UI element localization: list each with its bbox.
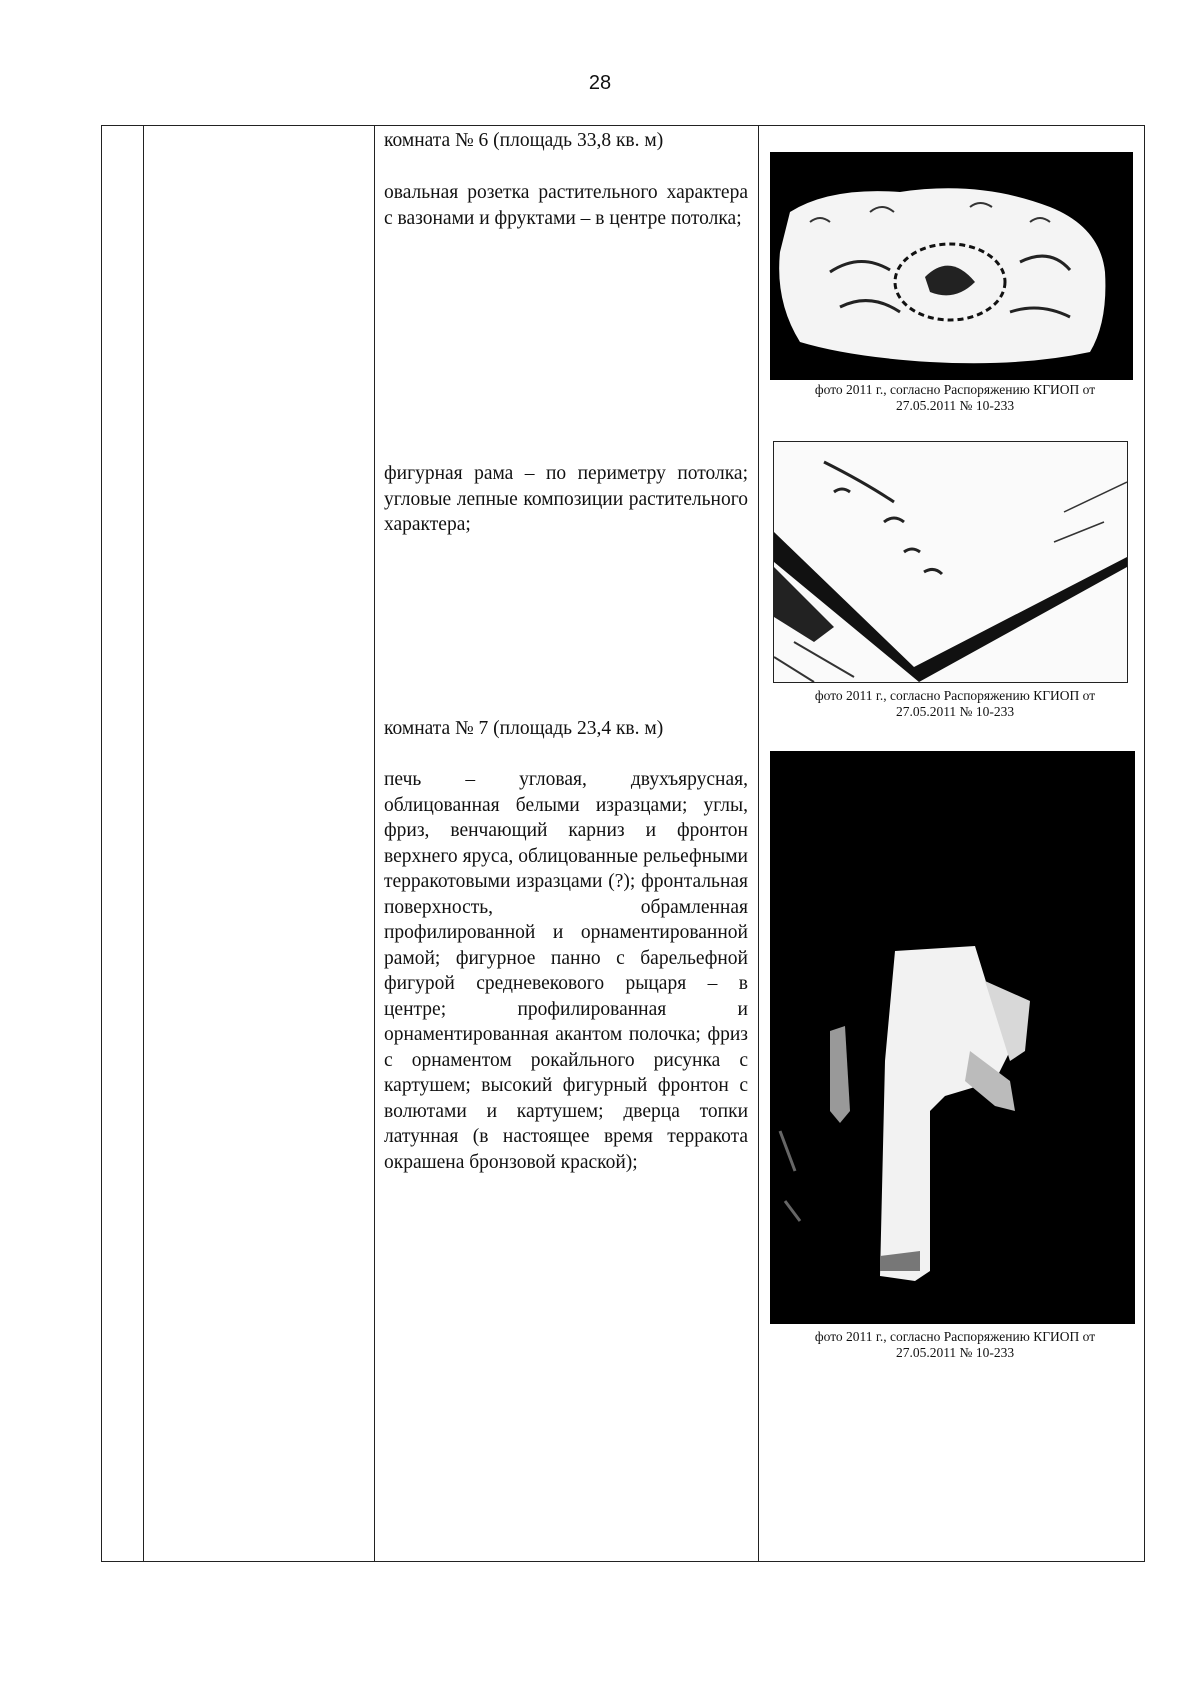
column-divider-2 bbox=[374, 126, 375, 1561]
caption-line-1: фото 2011 г., согласно Распоряжению КГИОП от bbox=[814, 688, 1096, 703]
element-description-stove: печь – угловая, двухъярусная, облицованная белыми изразцами; углы, фриз, венчающий карниз и фронтон верхнего яруса, облицованные рельефными терракотовыми изразцами (?); фронтальная поверхность, обрамленная профилированной и орнаментированной рамой; фигурное панно с барельефной фигурой средневекового рыцаря – в центре; профилированная и орнаментированная акантом полочка; фриз с орнаментом рокайльного рисунка с картушем; высокий фигурный фронтон с волютами и картушем; дверца топки латунная (в настоящее время терракота окрашена бронзовой краской); bbox=[384, 769, 748, 1173]
room-7-heading: комната № 7 (площадь 23,4 кв. м) bbox=[384, 718, 664, 739]
caption-line-1: фото 2011 г., согласно Распоряжению КГИОП от bbox=[814, 1329, 1096, 1344]
caption-line-2: 27.05.2011 № 10-233 bbox=[895, 1345, 1015, 1360]
column-divider-3 bbox=[758, 126, 759, 1561]
photo-ceiling-rosette bbox=[770, 152, 1133, 380]
element-description-frame: фигурная рама – по периметру потолка; угловые лепные композиции растительного характера; bbox=[384, 463, 748, 535]
photo-caption-3 bbox=[760, 1329, 1150, 1361]
caption-line-1: фото 2011 г., согласно Распоряжению КГИОП от bbox=[814, 382, 1096, 397]
column-divider-1 bbox=[143, 126, 144, 1561]
photo-ceiling-frame bbox=[773, 441, 1128, 683]
element-description-rosette: овальная розетка растительного характера с вазонами и фруктами – в центре потолка; bbox=[384, 182, 748, 229]
room-6-heading: комната № 6 (площадь 33,8 кв. м) bbox=[384, 130, 664, 151]
photo-caption-1 bbox=[760, 382, 1150, 414]
caption-line-2: 27.05.2011 № 10-233 bbox=[895, 398, 1015, 413]
photo-caption-2 bbox=[760, 688, 1150, 720]
caption-line-2: 27.05.2011 № 10-233 bbox=[895, 704, 1015, 719]
page-number: 28 bbox=[588, 72, 612, 94]
photo-corner-stove bbox=[770, 751, 1135, 1324]
